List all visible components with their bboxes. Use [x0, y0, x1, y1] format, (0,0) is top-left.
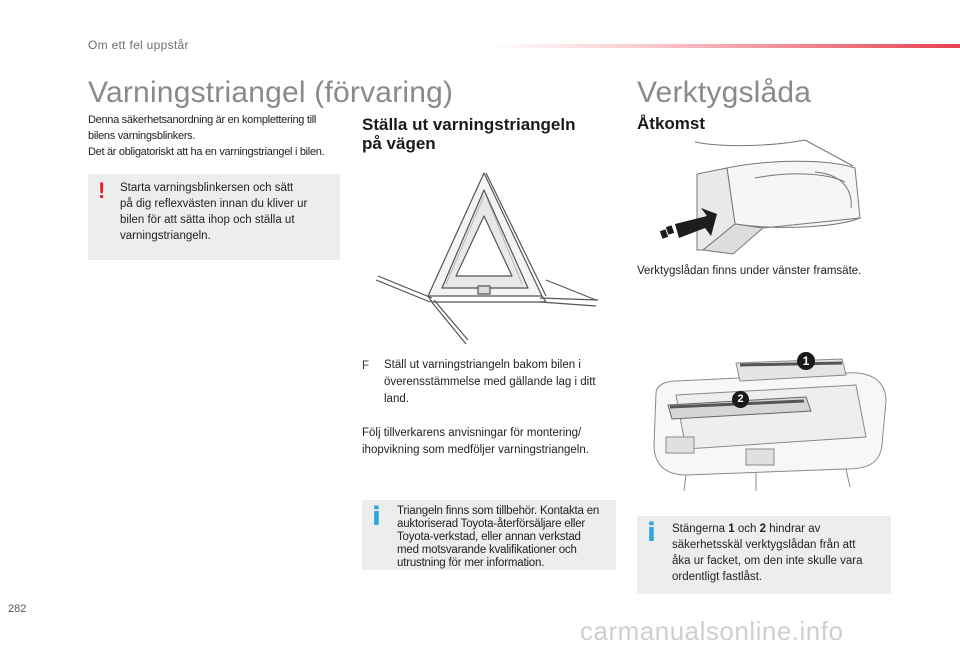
info-text-bars [672, 521, 886, 585]
info-line: åka ur facket, om den inte skulle vara [672, 555, 863, 567]
info-line: auktoriserad Toyota-återförsäljare eller [397, 518, 586, 530]
intro-line: Det är obligatoriskt att ha en varningstriangel i bilen. [88, 146, 325, 158]
seat-toolbox-illustration [655, 138, 870, 256]
toolbox-illustration [646, 345, 891, 495]
intro-line: bilens varningsblinkers. [88, 130, 196, 142]
bullet-line: överensstämmelse med gällande lag i ditt [384, 376, 596, 388]
info-line: med motsvarande kvalifikationer och [397, 544, 577, 556]
instructions-paragraph [362, 425, 612, 459]
section-header: Om ett fel uppstår [88, 38, 189, 52]
heading-place-triangle [362, 115, 612, 153]
bullet-marker: F [362, 360, 370, 372]
info-text-span: Stängerna [672, 523, 729, 535]
info-line: utrustning för mer information. [397, 557, 545, 569]
page-title-toolbox: Verktygslåda [637, 76, 812, 109]
toolbox-caption: Verktygslådan finns under vänster framsäte. [637, 265, 862, 277]
warning-triangle-illustration [370, 168, 605, 348]
header-accent-bar [490, 44, 960, 48]
bullet-text [384, 357, 614, 408]
callout-badge-2: 2 [732, 391, 749, 408]
info-text-span: hindrar av [766, 523, 821, 535]
info-line: Triangeln finns som tillbehör. Kontakta en [397, 505, 600, 517]
info-bold-1: 1 [728, 523, 735, 535]
warning-line: varningstriangeln. [120, 230, 211, 242]
warning-line: Starta varningsblinkersen och sätt [120, 182, 294, 194]
info-line: Toyota-verkstad, eller annan verkstad [397, 531, 581, 543]
intro-line: Denna säkerhetsanordning är en komplettering till [88, 114, 317, 126]
callout-badge-1: 1 [797, 352, 815, 370]
info-icon: i [647, 518, 656, 548]
heading-line: på vägen [362, 134, 436, 153]
info-text-accessory [397, 505, 613, 570]
page-title-warning-triangle: Varningstriangel (förvaring) [88, 76, 454, 109]
watermark: carmanualsonline.info [580, 616, 844, 646]
heading-access: Åtkomst [637, 114, 706, 133]
warning-icon: ! [98, 178, 106, 203]
warning-line: bilen för att sätta ihop och ställa ut [120, 214, 295, 226]
page-number: 282 [8, 603, 27, 615]
info-line [672, 521, 886, 537]
info-bold-2: 2 [759, 523, 767, 535]
intro-text [88, 112, 348, 160]
info-icon: i [372, 502, 381, 532]
warning-line: på dig reflexvästen innan du kliver ur [120, 198, 308, 210]
paragraph-line: Följ tillverkarens anvisningar för montering/ [362, 427, 582, 439]
warning-text [120, 180, 330, 244]
bullet-line: Ställ ut varningstriangeln bakom bilen i [384, 359, 581, 371]
info-line: säkerhetsskäl verktygslådan från att [672, 539, 856, 551]
bullet-line: land. [384, 393, 409, 405]
paragraph-line: ihopvikning som medföljer varningstriangeln. [362, 444, 589, 456]
info-text-span: och [734, 523, 760, 535]
heading-line: Ställa ut varningstriangeln [362, 115, 576, 134]
info-line: ordentligt fastlåst. [672, 571, 763, 583]
